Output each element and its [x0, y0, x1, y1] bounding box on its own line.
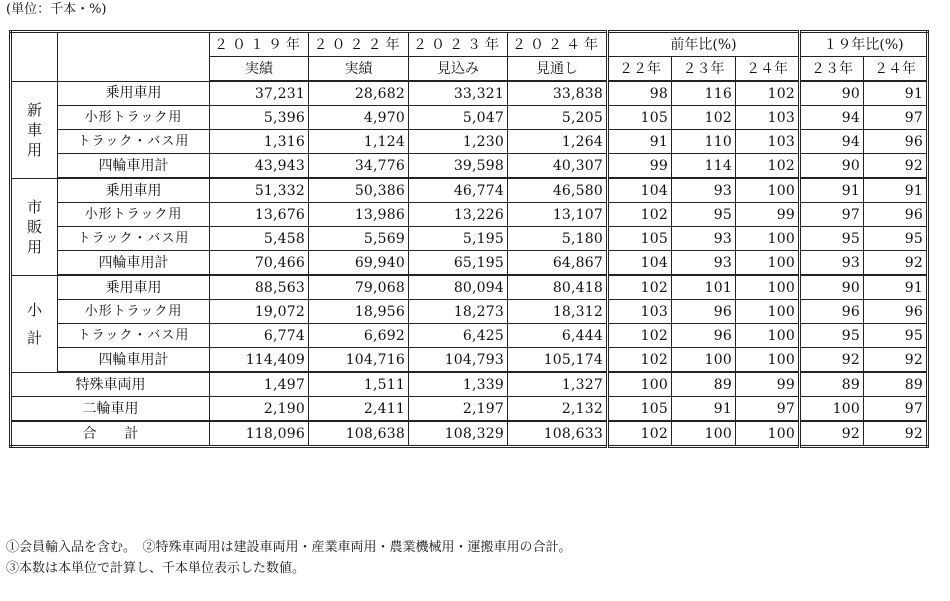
table-cell: 92 [864, 348, 928, 373]
table-cell: 102 [608, 203, 672, 227]
footnote-2: ③本数は本単位で計算し、千本単位表示した数値。 [6, 561, 306, 576]
table-row [11, 203, 928, 227]
table-cell: 104 [608, 178, 672, 203]
table-row [11, 178, 928, 203]
table-cell: 96 [800, 300, 864, 324]
table-cell: 13,676 [210, 203, 309, 227]
table-row [11, 348, 928, 373]
table-cell: 1,497 [210, 372, 309, 397]
row-label: 乗用車用 [58, 178, 210, 203]
table-cell: 6,692 [309, 324, 409, 348]
table-cell: 93 [672, 227, 736, 251]
table-cell: 102 [608, 421, 672, 447]
table-row [11, 421, 928, 447]
table-cell: 108,638 [309, 421, 409, 447]
header-2022: ２０２２年 [309, 32, 409, 57]
row-label: トラック・バス用 [58, 227, 210, 251]
table-cell: 97 [800, 203, 864, 227]
table-row [11, 81, 928, 106]
footnote-1: ①会員輸入品を含む。 ②特殊車両用は建設車両用・産業車両用・農業機械用・運搬車用の合計。 [6, 540, 572, 555]
table-row [11, 324, 928, 348]
table-cell: 105 [608, 397, 672, 422]
group-market: 市 販 用 [11, 178, 58, 275]
table-cell: 100 [608, 372, 672, 397]
table-cell: 92 [864, 421, 928, 447]
table-row [11, 300, 928, 324]
table-cell: 103 [736, 130, 800, 154]
table-cell: 46,580 [508, 178, 608, 203]
table-cell: 95 [864, 227, 928, 251]
header-2024: ２０２４年 [508, 32, 608, 57]
table-cell: 102 [736, 81, 800, 106]
header-blank-2 [58, 32, 210, 82]
table-cell: 93 [800, 251, 864, 276]
table-cell: 6,425 [409, 324, 508, 348]
table-cell: 108,633 [508, 421, 608, 447]
table-cell: 5,047 [409, 106, 508, 130]
table-cell: 100 [736, 348, 800, 373]
table-row [11, 275, 928, 300]
table-cell: 97 [864, 397, 928, 422]
table-row [11, 154, 928, 179]
table-cell: 95 [800, 324, 864, 348]
table-cell: 34,776 [309, 154, 409, 179]
table-cell: 100 [672, 348, 736, 373]
table-cell: 101 [672, 275, 736, 300]
table-cell: 97 [736, 397, 800, 422]
table-cell: 1,316 [210, 130, 309, 154]
table-cell: 108,329 [409, 421, 508, 447]
header-yoy-23: ２３年 [672, 57, 736, 82]
header-outlook-2024: 見通し [508, 57, 608, 82]
row-label: 四輪車用計 [58, 154, 210, 179]
tire-demand-table [9, 30, 929, 448]
table-cell: 105,174 [508, 348, 608, 373]
table-cell: 5,205 [508, 106, 608, 130]
table-cell: 96 [864, 130, 928, 154]
table-cell: 1,264 [508, 130, 608, 154]
table-row [11, 130, 928, 154]
header-blank-1 [11, 32, 58, 82]
header-yoy: 前年比(%) [608, 32, 800, 57]
table-cell: 6,444 [508, 324, 608, 348]
table-cell: 43,943 [210, 154, 309, 179]
row-label: トラック・バス用 [58, 324, 210, 348]
table-cell: 104 [608, 251, 672, 276]
table-cell: 13,107 [508, 203, 608, 227]
table-cell: 95 [672, 203, 736, 227]
row-label: 特殊車両用 [11, 372, 210, 397]
table-cell: 4,970 [309, 106, 409, 130]
table-cell: 33,838 [508, 81, 608, 106]
table-cell: 89 [672, 372, 736, 397]
table-cell: 99 [736, 372, 800, 397]
table-cell: 95 [800, 227, 864, 251]
table-cell: 5,396 [210, 106, 309, 130]
table-cell: 98 [608, 81, 672, 106]
table-cell: 64,867 [508, 251, 608, 276]
table-cell: 13,226 [409, 203, 508, 227]
header-yoy-24: ２４年 [736, 57, 800, 82]
table-cell: 104,793 [409, 348, 508, 373]
table-cell: 99 [736, 203, 800, 227]
table-cell: 116 [672, 81, 736, 106]
row-label: 合 計 [11, 421, 210, 447]
table-row [11, 372, 928, 397]
table-cell: 1,327 [508, 372, 608, 397]
table-cell: 5,180 [508, 227, 608, 251]
table-cell: 90 [800, 275, 864, 300]
table-cell: 79,068 [309, 275, 409, 300]
table-cell: 114,409 [210, 348, 309, 373]
table-cell: 114 [672, 154, 736, 179]
table-cell: 51,332 [210, 178, 309, 203]
table-cell: 91 [864, 275, 928, 300]
table-row [11, 251, 928, 276]
table-cell: 97 [864, 106, 928, 130]
unit-note: (単位：千本・%) [6, 2, 107, 17]
table-cell: 100 [672, 421, 736, 447]
row-label: 小形トラック用 [58, 203, 210, 227]
table-cell: 89 [864, 372, 928, 397]
row-label: 四輪車用計 [58, 348, 210, 373]
table-cell: 94 [800, 130, 864, 154]
table-cell: 2,411 [309, 397, 409, 422]
table-cell: 102 [608, 275, 672, 300]
table-cell: 5,195 [409, 227, 508, 251]
table-cell: 96 [864, 203, 928, 227]
header-actual-2019: 実績 [210, 57, 309, 82]
table-cell: 102 [672, 106, 736, 130]
table-cell: 90 [800, 81, 864, 106]
table-cell: 46,774 [409, 178, 508, 203]
row-label: 四輪車用計 [58, 251, 210, 276]
table-cell: 94 [800, 106, 864, 130]
row-label: 小形トラック用 [58, 106, 210, 130]
table-row [11, 227, 928, 251]
table-cell: 33,321 [409, 81, 508, 106]
table-cell: 96 [672, 300, 736, 324]
table-cell: 100 [736, 324, 800, 348]
header-forecast-2023: 見込み [409, 57, 508, 82]
table-cell: 102 [608, 324, 672, 348]
table-cell: 95 [864, 324, 928, 348]
table-cell: 102 [608, 348, 672, 373]
table-cell: 102 [736, 154, 800, 179]
table-cell: 28,682 [309, 81, 409, 106]
table-cell: 92 [800, 348, 864, 373]
header-vs19-23: ２３年 [800, 57, 864, 82]
table-cell: 65,195 [409, 251, 508, 276]
table-cell: 70,466 [210, 251, 309, 276]
table-row [11, 397, 928, 422]
table-cell: 105 [608, 106, 672, 130]
table-cell: 93 [672, 178, 736, 203]
table-cell: 39,598 [409, 154, 508, 179]
table-cell: 110 [672, 130, 736, 154]
table-cell: 18,312 [508, 300, 608, 324]
table-cell: 69,940 [309, 251, 409, 276]
table-cell: 100 [800, 397, 864, 422]
table-cell: 50,386 [309, 178, 409, 203]
table-cell: 91 [864, 178, 928, 203]
row-label: 二輪車用 [11, 397, 210, 422]
header-yoy-22: ２２年 [608, 57, 672, 82]
table-cell: 2,197 [409, 397, 508, 422]
table-cell: 92 [800, 421, 864, 447]
table-cell: 100 [736, 178, 800, 203]
table-cell: 100 [736, 275, 800, 300]
header-actual-2022: 実績 [309, 57, 409, 82]
table-cell: 2,190 [210, 397, 309, 422]
table-cell: 99 [608, 154, 672, 179]
table-cell: 91 [608, 130, 672, 154]
table-cell: 18,273 [409, 300, 508, 324]
table-cell: 91 [800, 178, 864, 203]
table-cell: 103 [736, 106, 800, 130]
table-cell: 100 [736, 227, 800, 251]
table-cell: 1,230 [409, 130, 508, 154]
table-cell: 90 [800, 154, 864, 179]
group-new-car: 新 車 用 [11, 81, 58, 178]
table-row [11, 106, 928, 130]
table-cell: 105 [608, 227, 672, 251]
table-cell: 13,986 [309, 203, 409, 227]
row-label: 乗用車用 [58, 275, 210, 300]
table-cell: 19,072 [210, 300, 309, 324]
table-cell: 1,339 [409, 372, 508, 397]
row-label: 乗用車用 [58, 81, 210, 106]
table-cell: 18,956 [309, 300, 409, 324]
row-label: トラック・バス用 [58, 130, 210, 154]
header-2023: ２０２３年 [409, 32, 508, 57]
table-cell: 100 [736, 300, 800, 324]
table-cell: 6,774 [210, 324, 309, 348]
table-cell: 100 [736, 251, 800, 276]
table-cell: 96 [864, 300, 928, 324]
table-cell: 91 [672, 397, 736, 422]
table-cell: 1,511 [309, 372, 409, 397]
table-cell: 92 [864, 154, 928, 179]
table-cell: 91 [864, 81, 928, 106]
table-cell: 80,094 [409, 275, 508, 300]
table-cell: 5,569 [309, 227, 409, 251]
table-cell: 88,563 [210, 275, 309, 300]
table-cell: 5,458 [210, 227, 309, 251]
table-cell: 93 [672, 251, 736, 276]
table-cell: 118,096 [210, 421, 309, 447]
table-cell: 1,124 [309, 130, 409, 154]
header-vs19-24: ２４年 [864, 57, 928, 82]
table-cell: 80,418 [508, 275, 608, 300]
header-row-years [11, 32, 928, 57]
table-cell: 92 [864, 251, 928, 276]
row-label: 小形トラック用 [58, 300, 210, 324]
table-cell: 100 [736, 421, 800, 447]
table-cell: 96 [672, 324, 736, 348]
group-subtotal: 小 計 [11, 275, 58, 372]
table-cell: 104,716 [309, 348, 409, 373]
table-cell: 103 [608, 300, 672, 324]
header-vs19: １９年比(%) [800, 32, 928, 57]
table-cell: 40,307 [508, 154, 608, 179]
table-cell: 37,231 [210, 81, 309, 106]
header-2019: ２０１９年 [210, 32, 309, 57]
table-cell: 2,132 [508, 397, 608, 422]
table-cell: 89 [800, 372, 864, 397]
